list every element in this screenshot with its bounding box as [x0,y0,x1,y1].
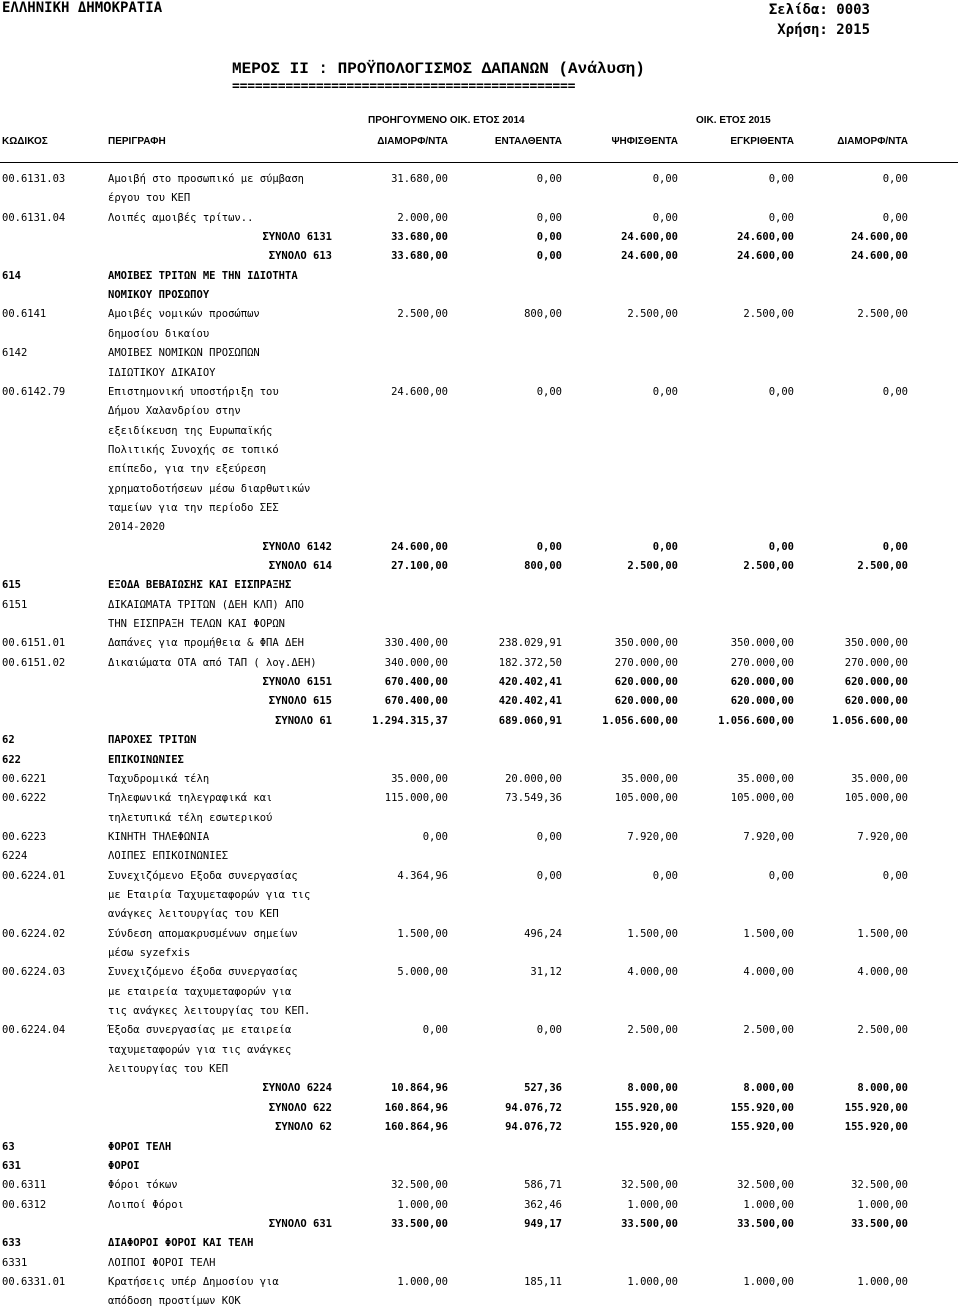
amount-cell: 32.500,00 [851,1179,908,1192]
row-code: 614 [2,269,21,282]
amount-cell: 4.000,00 [627,966,678,979]
amount-cell: 1.000,00 [743,1198,794,1211]
amount-cell: 33.500,00 [391,1217,448,1230]
row-code: 00.6151.01 [2,637,66,650]
row-description: ΤΗΝ ΕΙΣΠΡΑΞΗ ΤΕΛΩΝ ΚΑΙ ΦΟΡΩΝ [108,618,286,631]
amount-cell: 0,00 [422,830,448,843]
amount-cell: 0,00 [882,173,908,185]
table-row [0,500,960,519]
table-row [0,1274,960,1293]
amount-cell: 0,00 [536,869,562,882]
total-label: ΣΥΝΟΛΟ 6224 [262,1082,332,1095]
total-row [0,558,960,577]
amount-cell: 32.500,00 [737,1179,794,1192]
table-row [0,829,960,848]
amount-cell: 2.500,00 [743,308,794,321]
row-description: Επιστημονική υποστήριξη του [108,385,279,398]
amount-cell: 0,00 [536,211,562,224]
table-row [0,752,960,771]
amount-cell: 1.056.600,00 [718,714,794,727]
table-row [0,964,960,983]
amount-cell: 949,17 [524,1217,562,1230]
row-code: 00.6151.02 [2,656,66,669]
amount-cell: 33.500,00 [851,1217,908,1230]
amount-cell: 420.402,41 [498,676,562,689]
table-row [0,887,960,906]
table-row [0,1197,960,1216]
table-row [0,345,960,364]
row-description: ΠΑΡΟΧΕΣ ΤΡΙΤΩΝ [108,734,197,747]
amount-cell: 0,00 [536,1024,562,1037]
amount-cell: 185,11 [524,1275,562,1288]
total-row [0,693,960,712]
amount-cell: 73.549,36 [505,792,562,805]
row-description: Λοιποί Φόροι [108,1198,184,1211]
amount-cell: 2.500,00 [857,1024,908,1037]
row-description: Πολιτικής Συνοχής σε τοπικό [108,443,279,456]
amount-cell: 0,00 [768,211,794,224]
table-row [0,403,960,422]
table-row [0,326,960,345]
amount-cell: 0,00 [652,173,678,185]
row-description: εξειδίκευση της Ευρωπαϊκής [108,424,273,437]
page-info [769,0,870,40]
amount-cell: 1.000,00 [627,1198,678,1211]
amount-cell: 115.000,00 [384,792,448,805]
amount-cell: 35.000,00 [851,772,908,785]
row-description: ταχυμεταφορών για τις ανάγκες [108,1043,292,1056]
amount-cell: 800,00 [524,308,562,321]
amount-cell: 31.680,00 [391,173,448,185]
col-header-prev-amended: ΔΙΑΜΟΡΦ/ΝΤΑ [377,136,448,147]
amount-cell: 350.000,00 [844,637,908,650]
amount-cell: 1.000,00 [857,1198,908,1211]
row-code: 00.6224.01 [2,869,66,882]
row-description: ΕΠΙΚΟΙΝΩΝΙΕΣ [108,753,184,766]
amount-cell: 20.000,00 [505,772,562,785]
col-header-desc: ΠΕΡΙΓΡΑΦΗ [108,136,166,147]
amount-cell: 238.029,91 [498,637,562,650]
total-label: ΣΥΝΟΛΟ 615 [268,695,332,708]
row-code: 62 [2,734,15,747]
total-row [0,229,960,248]
amount-cell: 350.000,00 [730,637,794,650]
table-row [0,1003,960,1022]
amount-cell: 0,00 [882,540,908,553]
total-label: ΣΥΝΟΛΟ 61 [275,714,332,727]
amount-cell: 340.000,00 [384,656,448,669]
table-row [0,423,960,442]
amount-cell: 155.920,00 [844,1121,908,1134]
row-description: ΔΙΚΑΙΩΜΑΤΑ ΤΡΙΤΩΝ (ΔΕΗ ΚΛΠ) ΑΠΟ [108,598,304,611]
table-row [0,442,960,461]
amount-cell: 0,00 [536,830,562,843]
amount-cell: 1.000,00 [627,1275,678,1288]
amount-cell: 2.500,00 [627,1024,678,1037]
table-row [0,461,960,480]
amount-cell: 330.400,00 [384,637,448,650]
amount-cell: 160.864,96 [384,1121,448,1134]
row-description: Συνεχιζόμενο έξοδα συνεργασίας [108,966,298,979]
table-row [0,1255,960,1274]
amount-cell: 0,00 [536,385,562,398]
row-description: ΔΙΑΦΟΡΟΙ ΦΟΡΟΙ ΚΑΙ ΤΕΛΗ [108,1237,254,1250]
amount-cell: 4.000,00 [743,966,794,979]
row-description: Ταχυδρομικά τέλη [108,772,210,785]
row-code: 00.6312 [2,1198,47,1211]
amount-cell: 10.864,96 [391,1082,448,1095]
amount-cell: 0,00 [652,385,678,398]
row-description: 2014-2020 [108,521,165,534]
total-label: ΣΥΝΟΛΟ 613 [268,250,332,263]
row-description: ΛΟΙΠΕΣ ΕΠΙΚΟΙΝΩΝΙΕΣ [108,850,229,863]
amount-cell: 32.500,00 [391,1179,448,1192]
total-label: ΣΥΝΟΛΟ 6131 [262,231,332,244]
table-row [0,906,960,925]
row-description: μέσω syzefxis [108,947,191,959]
col-header-curr-amended: ΔΙΑΜΟΡΦ/ΝΤΑ [837,136,908,147]
amount-cell: 0,00 [422,1024,448,1037]
table-row [0,635,960,654]
curr-year-group-header: ΟΙΚ. ΕΤΟΣ 2015 [696,115,771,126]
amount-cell: 270.000,00 [614,656,678,669]
amount-cell: 0,00 [536,173,562,185]
table-row [0,365,960,384]
amount-cell: 0,00 [768,869,794,882]
table-row [0,287,960,306]
row-description: Φόροι τόκων [108,1179,178,1192]
amount-cell: 2.500,00 [627,560,678,572]
table-row [0,616,960,635]
amount-cell: 7.920,00 [627,830,678,843]
row-code: 63 [2,1140,15,1153]
amount-cell: 24.600,00 [851,250,908,263]
col-header-code: ΚΩΔΙΚΟΣ [2,136,48,147]
amount-cell: 0,00 [768,173,794,185]
amount-cell: 105.000,00 [614,792,678,805]
amount-cell: 0,00 [652,869,678,882]
amount-cell: 270.000,00 [730,656,794,669]
table-row [0,306,960,325]
amount-cell: 33.680,00 [391,250,448,263]
row-description: ΑΜΟΙΒΕΣ ΝΟΜΙΚΩΝ ΠΡΟΣΩΠΩΝ [108,347,260,360]
table-row [0,171,960,190]
table-row [0,190,960,209]
row-description: ανάγκες λειτουργίας του ΚΕΠ [108,908,279,921]
amount-cell: 620.000,00 [614,695,678,708]
table-row [0,868,960,887]
total-label: ΣΥΝΟΛΟ 62 [275,1121,332,1134]
row-code: 00.6141 [2,308,47,321]
amount-cell: 1.500,00 [857,927,908,940]
amount-cell: 0,00 [882,385,908,398]
row-description: Συνεχιζόμενο Εξοδα συνεργασίας [108,869,298,882]
total-row [0,674,960,693]
amount-cell: 8.000,00 [627,1082,678,1095]
row-code: 6151 [2,598,28,611]
amount-cell: 94.076,72 [505,1121,562,1134]
amount-cell: 0,00 [652,211,678,224]
row-code: 00.6222 [2,792,47,805]
amount-cell: 160.864,96 [384,1101,448,1114]
amount-cell: 24.600,00 [621,231,678,244]
row-description: με Εταιρία Ταχυμεταφορών για τις [108,888,311,901]
amount-cell: 496,24 [524,927,562,940]
amount-cell: 0,00 [768,540,794,553]
amount-cell: 35.000,00 [737,772,794,785]
table-row [0,1235,960,1254]
row-description: τις ανάγκες λειτουργίας του ΚΕΠ. [108,1005,311,1018]
amount-cell: 620.000,00 [844,676,908,689]
page-number: Σελίδα: 0003 [768,2,870,18]
table-row [0,790,960,809]
row-code: 00.6131.03 [2,173,66,185]
total-row [0,248,960,267]
amount-cell: 155.920,00 [614,1101,678,1114]
country-header: ΕΛΛΗΝΙΚΗ ΔΗΜΟΚΡΑΤΙΑ [2,0,163,16]
total-label: ΣΥΝΟΛΟ 631 [268,1217,332,1230]
row-description: Δικαιώματα ΟΤΑ από ΤΑΠ ( λογ.ΔΕΗ) [108,656,317,669]
amount-cell: 586,71 [524,1179,562,1192]
amount-cell: 689.060,91 [498,714,562,727]
amount-cell: 0,00 [536,540,562,553]
row-code: 00.6142.79 [2,385,66,398]
amount-cell: 1.056.600,00 [832,714,908,727]
table-row [0,810,960,829]
table-row [0,984,960,1003]
total-row [0,1100,960,1119]
amount-cell: 7.920,00 [857,830,908,843]
row-description: Δήμου Χαλανδρίου στην [108,405,241,418]
amount-cell: 1.056.600,00 [602,714,678,727]
total-label: ΣΥΝΟΛΟ 622 [268,1101,332,1114]
amount-cell: 182.372,50 [498,656,562,669]
row-code: 6224 [2,850,28,863]
col-header-paid: ΕΝΤΑΛΘΕΝΤΑ [494,136,562,147]
amount-cell: 800,00 [524,560,562,572]
col-header-approved: ΕΓΚΡΙΘΕΝΤΑ [730,136,794,147]
amount-cell: 2.500,00 [857,560,908,572]
amount-cell: 270.000,00 [844,656,908,669]
row-description: με εταιρεία ταχυμεταφορών για [108,985,292,998]
row-code: 00.6224.02 [2,927,66,940]
row-description: απόδοση προστίμων ΚΟΚ [108,1295,241,1308]
amount-cell: 2.500,00 [397,308,448,321]
row-code: 6331 [2,1256,28,1269]
amount-cell: 32.500,00 [621,1179,678,1192]
total-row [0,1216,960,1235]
row-description: ΦΟΡΟΙ ΤΕΛΗ [108,1140,172,1153]
row-description: λειτουργίας του ΚΕΠ [108,1063,229,1076]
row-description: τηλετυπικά τέλη εσωτερικού [108,811,273,824]
row-description: ΙΔΙΩΤΙΚΟΥ ΔΙΚΑΙΟΥ [108,366,216,379]
total-label: ΣΥΝΟΛΟ 614 [268,560,332,572]
row-code: 00.6131.04 [2,211,66,224]
table-row [0,1293,960,1312]
amount-cell: 4.364,96 [397,869,448,882]
row-description: ΝΟΜΙΚΟΥ ΠΡΟΣΩΠΟΥ [108,289,210,302]
total-row [0,1080,960,1099]
amount-cell: 24.600,00 [391,540,448,553]
amount-cell: 2.000,00 [397,211,448,224]
amount-cell: 24.600,00 [851,231,908,244]
row-description: Δαπάνες για προμήθεια & ΦΠΑ ΔΕΗ [108,637,304,650]
table-row [0,481,960,500]
row-description: ΛΟΙΠΟΙ ΦΟΡΟΙ ΤΕΛΗ [108,1256,216,1269]
amount-cell: 1.000,00 [397,1198,448,1211]
table-row [0,732,960,751]
amount-cell: 155.920,00 [844,1101,908,1114]
row-code: 00.6221 [2,772,47,785]
amount-cell: 33.500,00 [621,1217,678,1230]
row-description: ΚΙΝΗΤΗ ΤΗΛΕΦΩΝΙΑ [108,830,210,843]
row-description: Τηλεφωνικά τηλεγραφικά και [108,792,273,805]
row-code: 6142 [2,347,28,360]
table-row [0,268,960,287]
amount-cell: 2.500,00 [743,560,794,572]
total-row [0,539,960,558]
row-description: Αμοιβές νομικών προσώπων [108,308,260,321]
row-code: 00.6331.01 [2,1275,66,1288]
row-code: 633 [2,1237,21,1250]
amount-cell: 527,36 [524,1082,562,1095]
amount-cell: 0,00 [768,385,794,398]
row-code: 00.6224.04 [2,1024,66,1037]
table-row [0,1061,960,1080]
amount-cell: 155.920,00 [730,1101,794,1114]
page-title: ΜΕΡΟΣ ΙΙ : ΠΡΟΫΠΟΛΟΓΙΣΜΟΣ ΔΑΠΑΝΩΝ (Ανάλυση) [232,60,645,78]
amount-cell: 24.600,00 [737,231,794,244]
row-description: Σύνδεση απομακρυσμένων σημείων [108,927,298,940]
amount-cell: 1.500,00 [743,927,794,940]
table-row [0,926,960,945]
table-row [0,1158,960,1177]
amount-cell: 0,00 [652,540,678,553]
amount-cell: 33.680,00 [391,231,448,244]
amount-cell: 1.000,00 [397,1275,448,1288]
amount-cell: 33.500,00 [737,1217,794,1230]
table-row [0,848,960,867]
row-code: 615 [2,579,21,592]
fiscal-year: Χρήση: 2015 [777,22,870,38]
amount-cell: 7.920,00 [743,830,794,843]
amount-cell: 670.400,00 [384,695,448,708]
amount-cell: 2.500,00 [743,1024,794,1037]
total-row [0,713,960,732]
amount-cell: 8.000,00 [857,1082,908,1095]
amount-cell: 0,00 [882,869,908,882]
table-row [0,1139,960,1158]
amount-cell: 105.000,00 [844,792,908,805]
prev-year-group-header: ΠΡΟΗΓΟΥΜΕΝΟ ΟΙΚ. ΕΤΟΣ 2014 [368,115,525,126]
amount-cell: 0,00 [536,250,562,263]
row-description: ΦΟΡΟΙ [108,1159,140,1172]
amount-cell: 35.000,00 [391,772,448,785]
amount-cell: 31,12 [530,966,562,979]
row-description: Έξοδα συνεργασίας με εταιρεία [108,1024,292,1037]
amount-cell: 155.920,00 [730,1121,794,1134]
col-header-voted: ΨΗΦΙΣΘΕΝΤΑ [611,136,678,147]
amount-cell: 1.500,00 [397,927,448,940]
row-description: ΕΞΟΔΑ ΒΕΒΑΙΩΣΗΣ ΚΑΙ ΕΙΣΠΡΑΞΗΣ [108,579,292,592]
amount-cell: 620.000,00 [730,695,794,708]
amount-cell: 27.100,00 [391,560,448,572]
amount-cell: 5.000,00 [397,966,448,979]
table-row [0,945,960,964]
row-code: 631 [2,1159,21,1172]
amount-cell: 0,00 [882,211,908,224]
amount-cell: 0,00 [536,231,562,244]
total-label: ΣΥΝΟΛΟ 6151 [262,676,332,689]
amount-cell: 105.000,00 [730,792,794,805]
amount-cell: 24.600,00 [621,250,678,263]
amount-cell: 155.920,00 [614,1121,678,1134]
total-label: ΣΥΝΟΛΟ 6142 [262,540,332,553]
table-row [0,655,960,674]
row-description: Λοιπές αμοιβές τρίτων.. [108,211,254,224]
row-code: 622 [2,753,21,766]
table-row [0,1042,960,1061]
amount-cell: 350.000,00 [614,637,678,650]
amount-cell: 24.600,00 [391,385,448,398]
table-row [0,384,960,403]
amount-cell: 35.000,00 [621,772,678,785]
row-description: επίπεδο, για την εξεύρεση [108,463,267,476]
row-description: ΑΜΟΙΒΕΣ ΤΡΙΤΩΝ ΜΕ ΤΗΝ ΙΔΙΟΤΗΤΑ [108,269,298,282]
table-row [0,1022,960,1041]
table-row [0,519,960,538]
row-code: 00.6311 [2,1179,47,1192]
amount-cell: 620.000,00 [614,676,678,689]
amount-cell: 2.500,00 [857,308,908,321]
table-row [0,597,960,616]
row-description: δημοσίου δικαίου [108,327,210,340]
amount-cell: 670.400,00 [384,676,448,689]
amount-cell: 620.000,00 [844,695,908,708]
amount-cell: 94.076,72 [505,1101,562,1114]
amount-cell: 1.294.315,37 [372,714,448,727]
amount-cell: 8.000,00 [743,1082,794,1095]
amount-cell: 4.000,00 [857,966,908,979]
row-code: 00.6224.03 [2,966,66,979]
amount-cell: 1.500,00 [627,927,678,940]
row-description: έργου του ΚΕΠ [108,192,191,205]
amount-cell: 24.600,00 [737,250,794,263]
amount-cell: 2.500,00 [627,308,678,321]
row-description: ταμείων για την περίοδο ΣΕΣ [108,501,279,514]
total-row [0,1119,960,1138]
row-description: Κρατήσεις υπέρ Δημοσίου για [108,1275,279,1288]
amount-cell: 620.000,00 [730,676,794,689]
table-row [0,577,960,596]
row-description: χρηματοδοτήσεων μέσω διαρθωτικών [108,482,311,495]
table-row [0,1177,960,1196]
amount-cell: 362,46 [524,1198,562,1211]
amount-cell: 1.000,00 [743,1275,794,1288]
row-description: Αμοιβή στο προσωπικό με σύμβαση [108,173,304,185]
amount-cell: 1.000,00 [857,1275,908,1288]
table-row [0,771,960,790]
amount-cell: 420.402,41 [498,695,562,708]
row-code: 00.6223 [2,830,47,843]
title-underline: ============================================= [232,79,576,94]
header-divider [0,162,958,163]
table-row [0,210,960,229]
